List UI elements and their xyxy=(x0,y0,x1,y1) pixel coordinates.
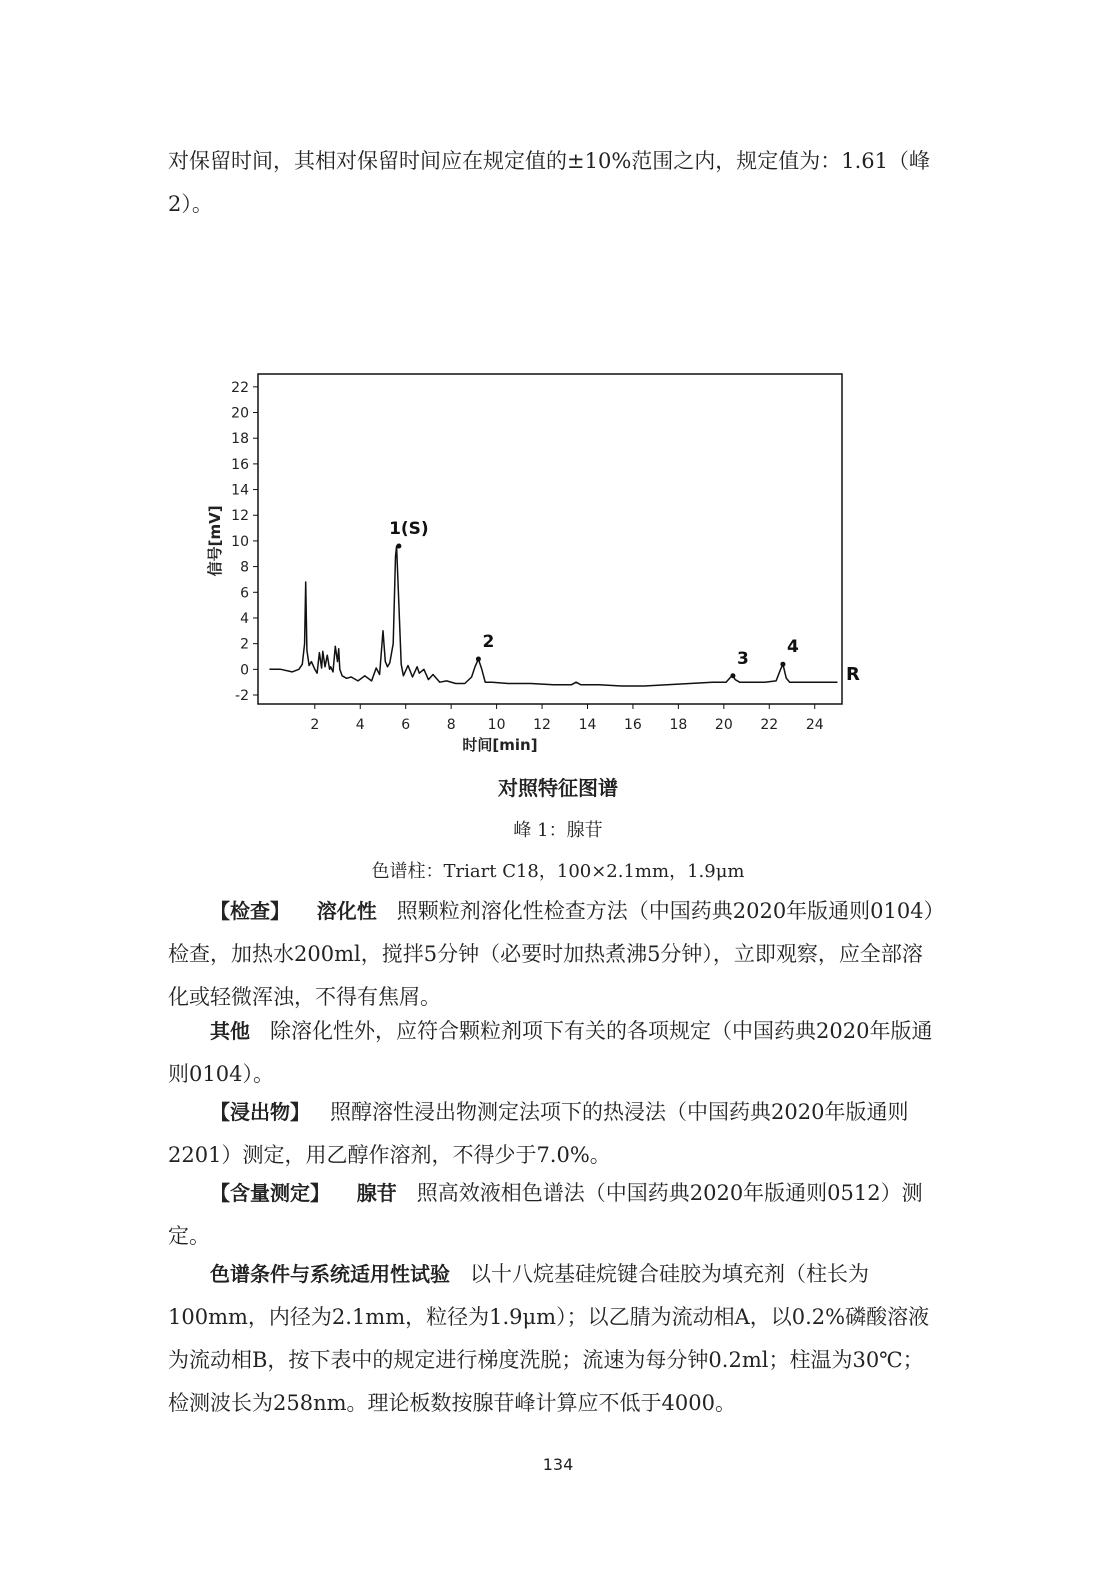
x-tick-label: 20 xyxy=(714,717,733,733)
y-tick-label: 8 xyxy=(240,559,249,576)
x-tick-label: 22 xyxy=(760,717,779,733)
y-tick-label: 20 xyxy=(231,405,249,422)
x-tick-label: 18 xyxy=(669,717,688,733)
figure-caption-column: 色谱柱：Triart C18，100×2.1mm，1.9μm xyxy=(371,861,745,882)
y-tick-label: 2 xyxy=(240,636,249,653)
x-tick-label: 10 xyxy=(487,717,506,733)
y-tick-label: 0 xyxy=(240,662,249,679)
paragraph-other xyxy=(168,1010,942,1096)
y-tick-label: 10 xyxy=(231,533,249,550)
side-label: R xyxy=(846,663,860,685)
paragraph-text: 除溶化性外，应符合颗粒剂项下有关的各项规定（中国药典2020年版通则0104）。 xyxy=(168,1019,933,1086)
x-axis-label: 时间[min] xyxy=(462,736,538,754)
intro-paragraph xyxy=(168,140,942,226)
paragraph-text: 照高效液相色谱法（中国药典2020年版通则0512）测定。 xyxy=(168,1181,923,1248)
x-tick-label: 4 xyxy=(355,717,365,733)
paragraph-conditions xyxy=(168,1253,942,1425)
y-axis-label: 信号[mV] xyxy=(206,505,224,577)
peak-marker xyxy=(476,657,481,662)
y-tick-label: -2 xyxy=(235,688,249,705)
x-tick-label: 16 xyxy=(624,717,642,733)
peak-label: 1(S) xyxy=(389,519,429,540)
paragraph-text: 以十八烷基硅烷键合硅胶为填充剂（柱长为100mm，内径为2.1mm，粒径为1.9μm）；以乙腈为流动相A，以0.2%磷酸溶液为流动相B，按下表中的规定进行梯度洗脱；流速为每分钟0.2ml；柱温为30℃；检测波长为258nm。理论板数按腺苷峰计算应不低于4000。 xyxy=(168,1262,930,1415)
paragraph-text: 照颗粒剂溶化性检查方法（中国药典2020年版通则0104）检查，加热水200ml，搅拌5分钟（必要时加热煮沸5分钟），立即观察，应全部溶化或轻微浑浊，不得有焦屑。 xyxy=(168,899,935,1009)
y-tick-label: 6 xyxy=(240,585,249,602)
y-tick-label: 16 xyxy=(231,456,249,473)
y-tick-label: 18 xyxy=(231,431,249,448)
x-tick-label: 12 xyxy=(533,717,551,733)
x-tick-label: 8 xyxy=(446,717,456,733)
peak-label: 3 xyxy=(737,648,749,669)
peak-marker xyxy=(780,662,785,667)
heading-conditions: 色谱条件与系统适用性试验 xyxy=(210,1262,450,1286)
y-tick-label: 4 xyxy=(240,610,249,627)
y-tick-label: 14 xyxy=(231,482,249,499)
heading-extract: 【浸出物】 xyxy=(210,1100,310,1124)
y-tick-label: 12 xyxy=(231,508,249,525)
subhead-solubility: 溶化性 xyxy=(316,899,377,923)
peak-label: 2 xyxy=(482,632,495,653)
heading-inspection: 【检查】 xyxy=(210,899,290,923)
x-tick-label: 2 xyxy=(310,717,320,733)
plot-frame xyxy=(258,374,842,704)
chromatogram-chart xyxy=(196,370,876,760)
paragraph-assay xyxy=(168,1172,942,1258)
y-tick-label: 22 xyxy=(231,379,249,396)
peak-label: 4 xyxy=(786,637,799,658)
peak-marker xyxy=(730,673,735,678)
paragraph-inspection xyxy=(168,890,942,1019)
intro-text: 对保留时间，其相对保留时间应在规定值的±10%范围之内，规定值为：1.61（峰2）。 xyxy=(168,149,931,216)
heading-assay: 【含量测定】 xyxy=(210,1181,330,1205)
peak-marker xyxy=(396,544,401,549)
subhead-adenosine: 腺苷 xyxy=(356,1181,397,1205)
figure-title: 对照特征图谱 xyxy=(498,776,618,800)
x-tick-label: 24 xyxy=(805,717,824,733)
x-tick-label: 6 xyxy=(401,717,411,733)
x-tick-label: 14 xyxy=(578,717,597,733)
heading-other: 其他 xyxy=(210,1019,250,1043)
page-number: 134 xyxy=(542,1455,574,1474)
chromatogram-trace xyxy=(269,546,837,686)
paragraph-extract xyxy=(168,1091,942,1177)
chromatogram-figure xyxy=(196,370,876,760)
figure-caption-peak: 峰 1：腺苷 xyxy=(513,820,603,841)
paragraph-text: 照醇溶性浸出物测定法项下的热浸法（中国药典2020年版通则2201）测定，用乙醇作溶剂，不得少于7.0%。 xyxy=(168,1100,909,1167)
